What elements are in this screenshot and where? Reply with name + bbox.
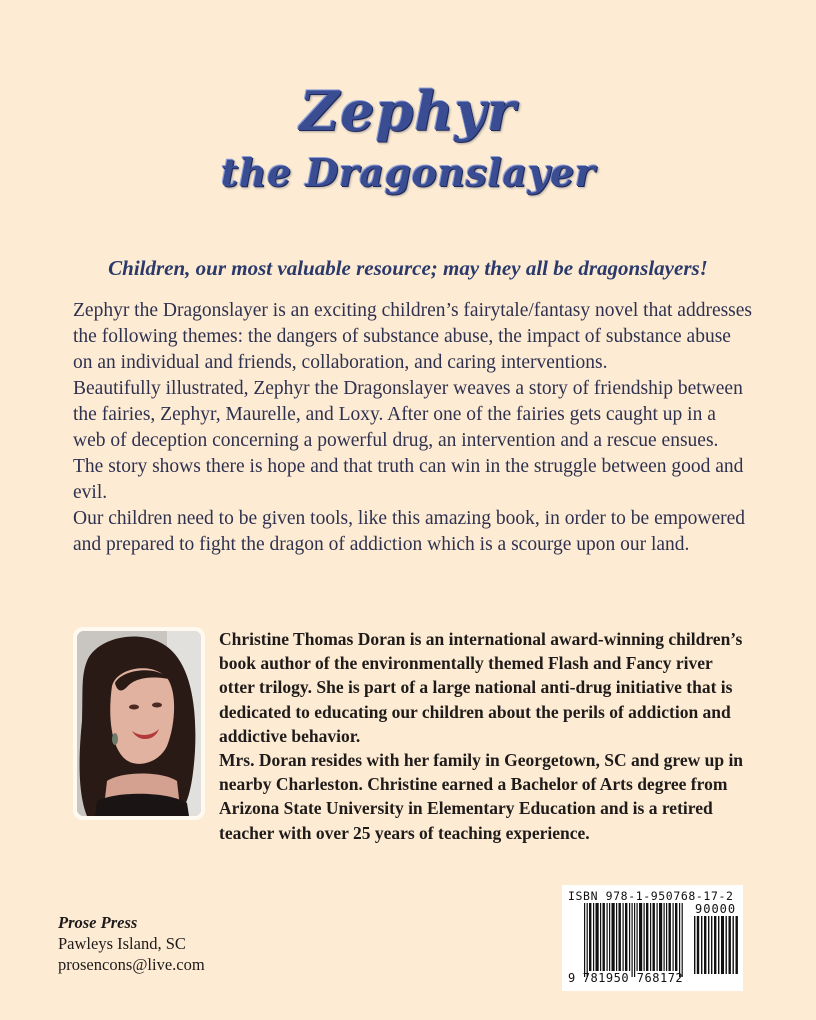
publisher-info xyxy=(58,912,205,975)
tagline: Children, our most valuable resource; may they all be dragonslayers! xyxy=(108,256,708,280)
blurb-paragraph: Zephyr the Dragonslayer is an exciting children’s fairytale/fantasy novel that addresses the following themes: the dangers of substance abuse, the impact of substance abuse on an individual and friends, collaboration, and caring interventions. xyxy=(73,300,753,373)
blurb-paragraph: Beautifully illustrated, Zephyr the Dragonslayer weaves a story of friendship between the fairies, Zephyr, Maurelle, and Loxy. After one of the fairies gets caught up in a web of deception concerning a powerful drug, an intervention and a rescue ensues. The story shows there is hope and that truth can win in the struggle between good and evil. xyxy=(73,378,744,503)
barcode-digits xyxy=(568,971,683,985)
author-photo-image xyxy=(77,631,201,816)
author-bio xyxy=(219,627,749,845)
bio-paragraph: Mrs. Doran resides with her family in Georgetown, SC and grew up in nearby Charleston. Christine earned a Bachelor of Arts degree from Arizona State University in Elementary Education and is a retired teacher with over 25 years of teaching experience. xyxy=(219,750,744,843)
isbn-barcode xyxy=(562,885,743,991)
book-subtitle: the Dragonslayer xyxy=(220,150,596,195)
publisher-location: Pawleys Island, SC xyxy=(58,934,186,953)
book-title-block xyxy=(0,78,816,198)
addon-barcode-bars-icon xyxy=(694,916,738,974)
book-title: Zephyr xyxy=(299,79,517,143)
barcode-lead-digit: 9 xyxy=(568,971,576,985)
barcode-number: 781950 768172 xyxy=(582,971,684,985)
portrait-illustration xyxy=(77,631,201,816)
book-blurb xyxy=(73,298,753,558)
blurb-paragraph: Our children need to be given tools, like this amazing book, in order to be empowered and prepared to fight the dragon of addiction which is a scourge upon our land. xyxy=(73,508,746,555)
publisher-name: Prose Press xyxy=(58,913,138,932)
barcode-bars-icon xyxy=(584,903,684,977)
price-code: 90000 xyxy=(695,902,737,916)
author-photo xyxy=(73,627,205,820)
bio-paragraph: Christine Thomas Doran is an international award-winning children’s book author of the environmentally themed Flash and Fancy river otter trilogy. She is part of a large national anti-drug initiative that is dedicated to educating our children about the perils of addiction and addictive behavior. xyxy=(219,629,743,746)
isbn-label: ISBN 978-1-950768-17-2 xyxy=(568,889,734,903)
publisher-email: prosencons@live.com xyxy=(58,955,205,974)
